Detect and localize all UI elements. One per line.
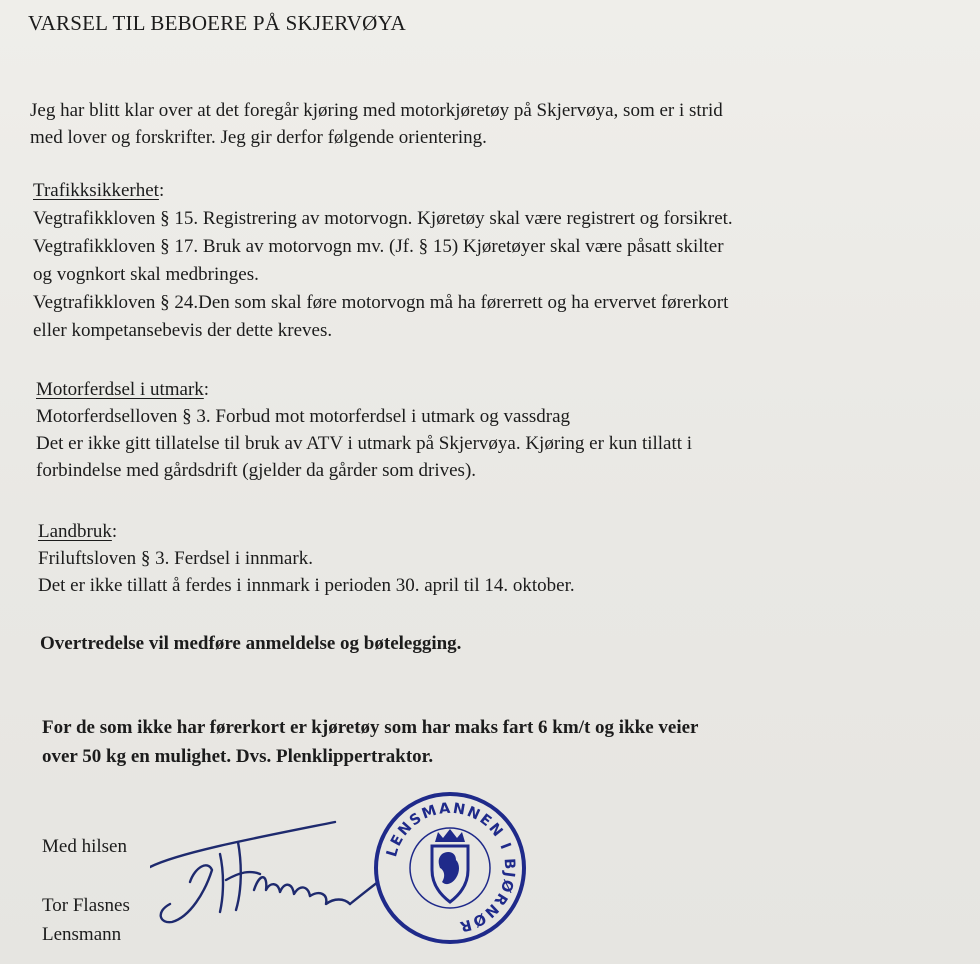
note-line: over 50 kg en mulighet. Dvs. Plenklippertraktor.: [42, 746, 434, 767]
section-line: Vegtrafikkloven § 17. Bruk av motorvogn mv. (Jf. § 15) Kjøretøyer skal være påsatt skilter: [33, 236, 724, 257]
intro-line: Jeg har blitt klar over at det foregår kjøring med motorkjøretøy på Skjervøya, som er i strid: [30, 100, 723, 121]
section-line: forbindelse med gårdsdrift (gjelder da gårder som drives).: [36, 460, 477, 481]
section-line: og vognkort skal medbringes.: [33, 264, 259, 285]
signer-name: Tor Flasnes: [42, 895, 130, 916]
section-line: Det er ikke gitt tillatelse til bruk av ATV i utmark på Skjervøya. Kjøring er kun tillatt i: [36, 433, 693, 454]
section-line: Vegtrafikkloven § 15. Registrering av motorvogn. Kjøretøy skal være registrert og forsikret.: [33, 208, 733, 229]
note-line: For de som ikke har førerkort er kjøretøy som har maks fart 6 km/t og ikke veier: [42, 717, 699, 738]
lion-icon: [439, 852, 459, 884]
signer-title: Lensmann: [42, 924, 122, 945]
warning-text: Overtredelse vil medføre anmeldelse og bøtelegging.: [40, 633, 462, 654]
document-title: VARSEL TIL BEBOERE PÅ SKJERVØYA: [28, 11, 406, 35]
section-heading-trafikksikkerhet: Trafikksikkerhet:: [33, 180, 165, 201]
section-heading-text: Motorferdsel i utmark: [36, 379, 204, 400]
intro-line: med lover og forskrifter. Jeg gir derfor følgende orientering.: [30, 127, 487, 148]
section-line: eller kompetansebevis der dette kreves.: [33, 320, 333, 341]
lensmann-stamp: [372, 790, 528, 946]
section-line: Vegtrafikkloven § 24.Den som skal føre motorvogn må ha førerrett og ha ervervet førerkort: [33, 292, 729, 313]
stamp-text: LENSMANNEN I BJØRNØR: [384, 800, 518, 935]
section-line: Friluftsloven § 3. Ferdsel i innmark.: [38, 548, 313, 569]
handwritten-signature: [150, 812, 390, 932]
section-heading-landbruk: Landbruk:: [38, 521, 118, 542]
crown-icon: [435, 829, 465, 842]
section-heading-text: Landbruk: [38, 521, 112, 542]
section-heading-text: Trafikksikkerhet: [33, 180, 159, 201]
section-heading-motorferdsel: Motorferdsel i utmark:: [36, 379, 210, 400]
section-line: Det er ikke tillatt å ferdes i innmark i perioden 30. april til 14. oktober.: [38, 575, 575, 596]
section-line: Motorferdselloven § 3. Forbud mot motorferdsel i utmark og vassdrag: [36, 406, 571, 427]
closing-greeting: Med hilsen: [42, 836, 127, 857]
